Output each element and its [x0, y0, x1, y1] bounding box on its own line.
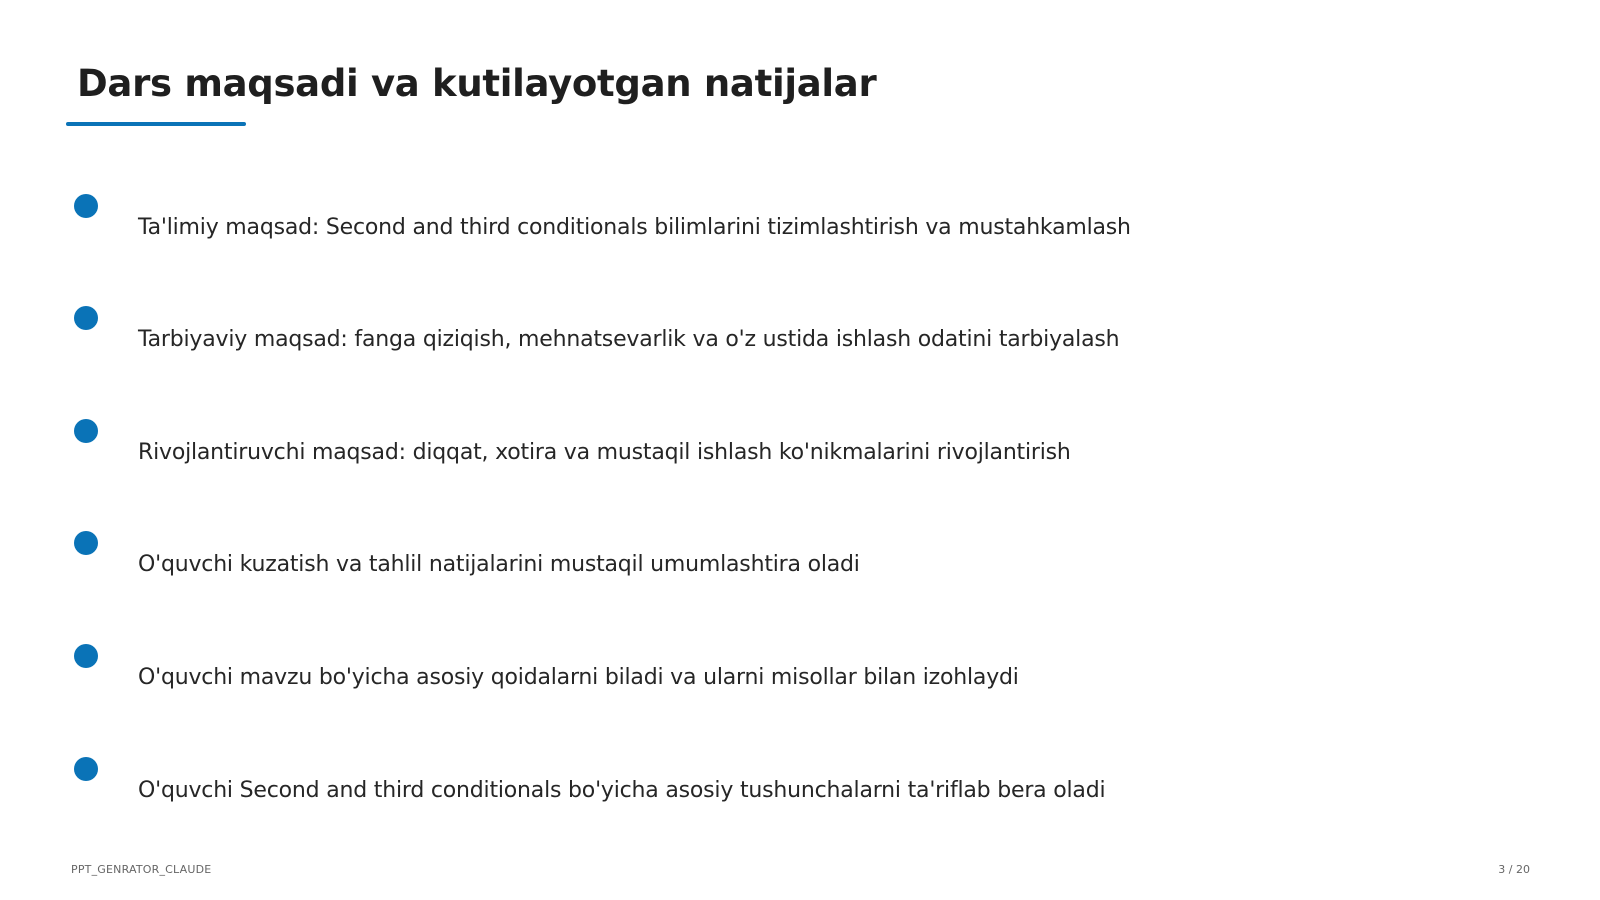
- bullet-item: [0, 194, 1600, 274]
- bullet-dot-icon: [74, 419, 98, 443]
- bullet-text: Tarbiyaviy maqsad: fanga qiziqish, mehnatsevarlik va o'z ustida ishlash odatini tarbiyalash: [138, 327, 1120, 352]
- bullet-item: [0, 419, 1600, 499]
- bullet-text: O'quvchi Second and third conditionals bo'yicha asosiy tushunchalarni ta'riflab bera oladi: [138, 778, 1106, 803]
- bullet-item: [0, 644, 1600, 724]
- bullet-item: [0, 757, 1600, 837]
- footer-source-label: PPT_GENRATOR_CLAUDE: [71, 863, 212, 876]
- bullet-dot-icon: [74, 644, 98, 668]
- bullet-dot-icon: [74, 757, 98, 781]
- bullet-item: [0, 306, 1600, 386]
- bullet-text: Rivojlantiruvchi maqsad: diqqat, xotira va mustaqil ishlash ko'nikmalarini rivojlantirish: [138, 440, 1071, 465]
- bullet-dot-icon: [74, 531, 98, 555]
- bullet-dot-icon: [74, 306, 98, 330]
- bullet-text: O'quvchi mavzu bo'yicha asosiy qoidalarni biladi va ularni misollar bilan izohlaydi: [138, 665, 1019, 690]
- bullet-dot-icon: [74, 194, 98, 218]
- slide-title: Dars maqsadi va kutilayotgan natijalar: [77, 62, 877, 105]
- bullet-text: O'quvchi kuzatish va tahlil natijalarini mustaqil umumlashtira oladi: [138, 552, 860, 577]
- bullet-text: Ta'limiy maqsad: Second and third conditionals bilimlarini tizimlashtirish va mustahkamlash: [138, 215, 1131, 240]
- page-indicator: 3 / 20: [1498, 863, 1530, 876]
- bullet-item: [0, 531, 1600, 611]
